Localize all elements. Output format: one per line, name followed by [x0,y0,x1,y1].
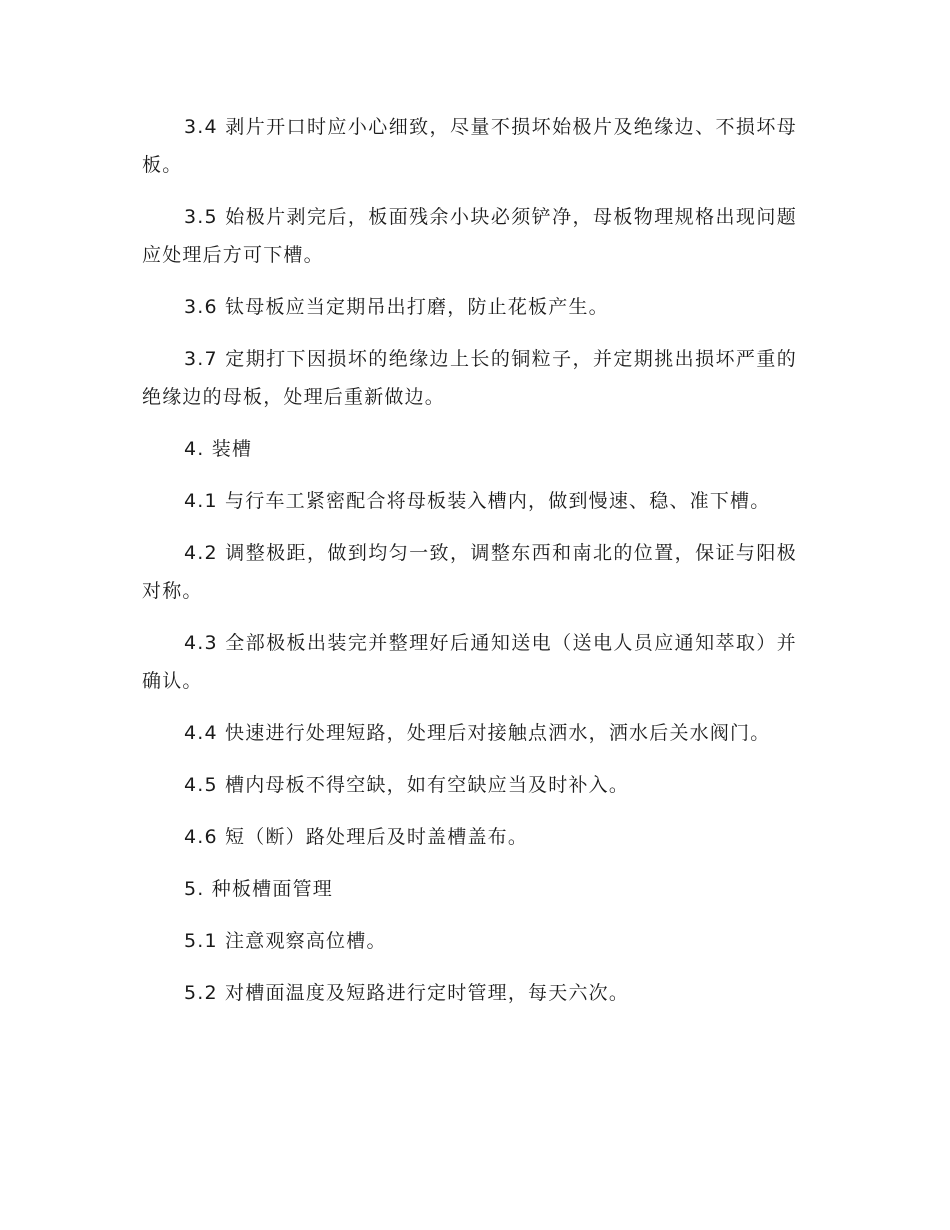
paragraph-5-1: 5.1 注意观察高位槽。 [184,930,387,952]
section-heading-5: 5. 种板槽面管理 [184,878,333,900]
paragraph-4-1: 4.1 与行车工紧密配合将母板装入槽内，做到慢速、稳、准下槽。 [184,490,771,512]
paragraph-5-2: 5.2 对槽面温度及短路进行定时管理，每天六次。 [184,982,630,1004]
document-body [142,108,797,1026]
paragraph-3-5: 3.5 始极片剥完后，板面残余小块必须铲净，母板物理规格出现问题应处理后方可下槽。 [142,206,797,266]
section-heading-4: 4. 装槽 [184,438,253,460]
paragraph-4-3: 4.3 全部极板出装完并整理好后通知送电（送电人员应通知萃取）并确认。 [142,632,797,692]
paragraph-3-6: 3.6 钛母板应当定期吊出打磨，防止花板产生。 [184,296,609,318]
paragraph-4-6: 4.6 短（断）路处理后及时盖槽盖布。 [184,826,529,848]
paragraph-3-7: 3.7 定期打下因损坏的绝缘边上长的铜粒子，并定期挑出损坏严重的绝缘边的母板，处理后重新做边。 [142,348,797,408]
paragraph-3-4: 3.4 剥片开口时应小心细致，尽量不损坏始极片及绝缘边、不损坏母板。 [142,116,797,176]
paragraph-4-2: 4.2 调整极距，做到均匀一致，调整东西和南北的位置，保证与阳极对称。 [142,542,797,602]
paragraph-4-4: 4.4 快速进行处理短路，处理后对接触点洒水，洒水后关水阀门。 [184,722,771,744]
paragraph-4-5: 4.5 槽内母板不得空缺，如有空缺应当及时补入。 [184,774,630,796]
